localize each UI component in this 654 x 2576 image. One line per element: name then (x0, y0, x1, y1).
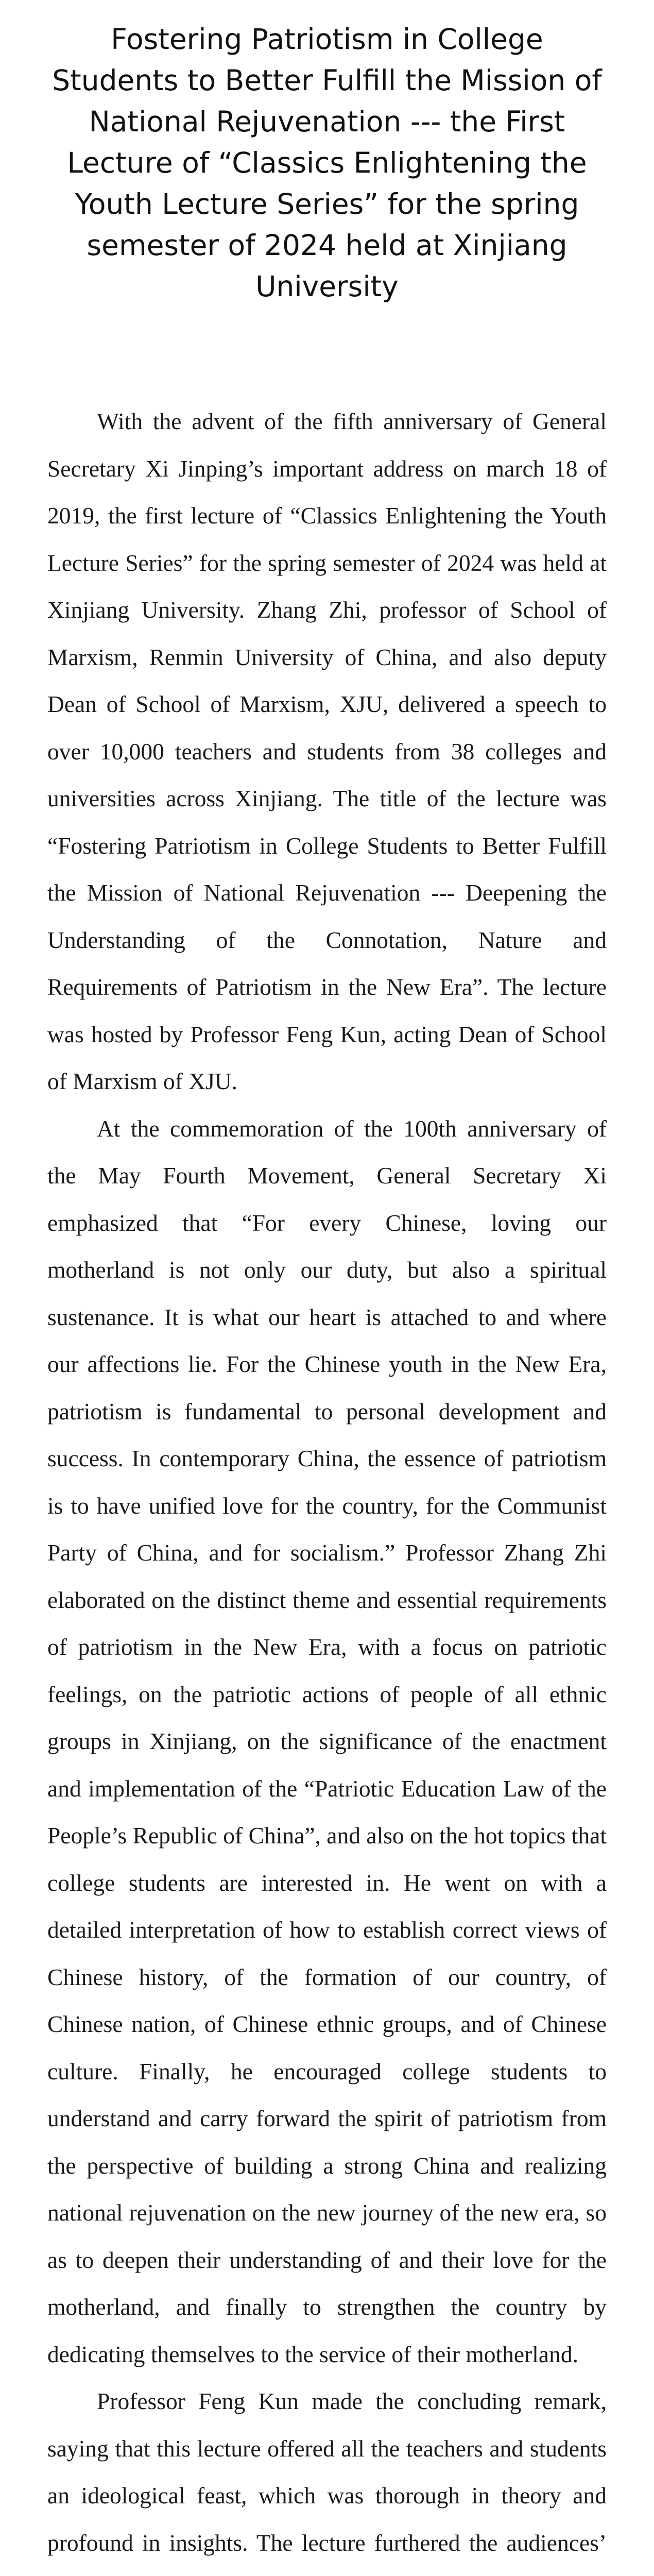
article-title: Fostering Patriotism in College Students to Better Fulfill the Mission of National Rejuvenation --- the First Lecture of “Classics Enlightening the Youth Lecture Series” for the spring semester of 2024 held at Xinjiang University (52, 23, 602, 303)
article-paragraph-1: With the advent of the fifth anniversary of General Secretary Xi Jinping’s important address on march 18 of 2019, the first lecture of “Classics Enlightening the Youth Lecture Series” for the spring semester of 2024 was held at Xinjiang University. Zhang Zhi, professor of School of Marxism, Renmin University of China, and also deputy Dean of School of Marxism, XJU, delivered a speech to over 10,000 teachers and students from 38 colleges and universities across Xinjiang. The title of the lecture was “Fostering Patriotism in College Students to Better Fulfill the Mission of National Rejuvenation --- Deepening the Understanding of the Connotation, Nature and Requirements of Patriotism in the New Era”. The lecture was hosted by Professor Feng Kun, acting Dean of School of Marxism of XJU. (47, 408, 607, 1094)
article-body (47, 398, 607, 2576)
article-paragraph-2: At the commemoration of the 100th anniversary of the May Fourth Movement, General Secretary Xi emphasized that “For every Chinese, loving our motherland is not only our duty, but also a spiritual sustenance. It is what our heart is attached to and where our affections lie. For the Chinese youth in the New Era, patriotism is fundamental to personal development and success. In contemporary China, the essence of patriotism is to have unified love for the country, for the Communist Party of China, and for socialism.” Professor Zhang Zhi elaborated on the distinct theme and essential requirements of patriotism in the New Era, with a focus on patriotic feelings, on the patriotic actions of people of all ethnic groups in Xinjiang, on the significance of the enactment and implementation of the “Patriotic Education Law of the People’s Republic of China”, and also on the hot topics that college students are interested in. He went on with a detailed interpretation of how to establish correct views of Chinese history, of the formation of our country, of Chinese nation, of Chinese ethnic groups, and of Chinese culture. Finally, he encouraged college students to understand and carry forward the spirit of patriotism from the perspective of building a strong China and realizing national rejuvenation on the new journey of the new era, so as to deepen their understanding of and their love for the motherland, and finally to strengthen the country by dedicating themselves to the service of their motherland. (47, 1115, 607, 2367)
article-paragraph-3: Professor Feng Kun made the concluding remark, saying that this lecture offered all the teachers and students an ideological feast, which was thorough in theory and profound in insights. The lecture furthered the audiences’ (47, 2388, 607, 2556)
